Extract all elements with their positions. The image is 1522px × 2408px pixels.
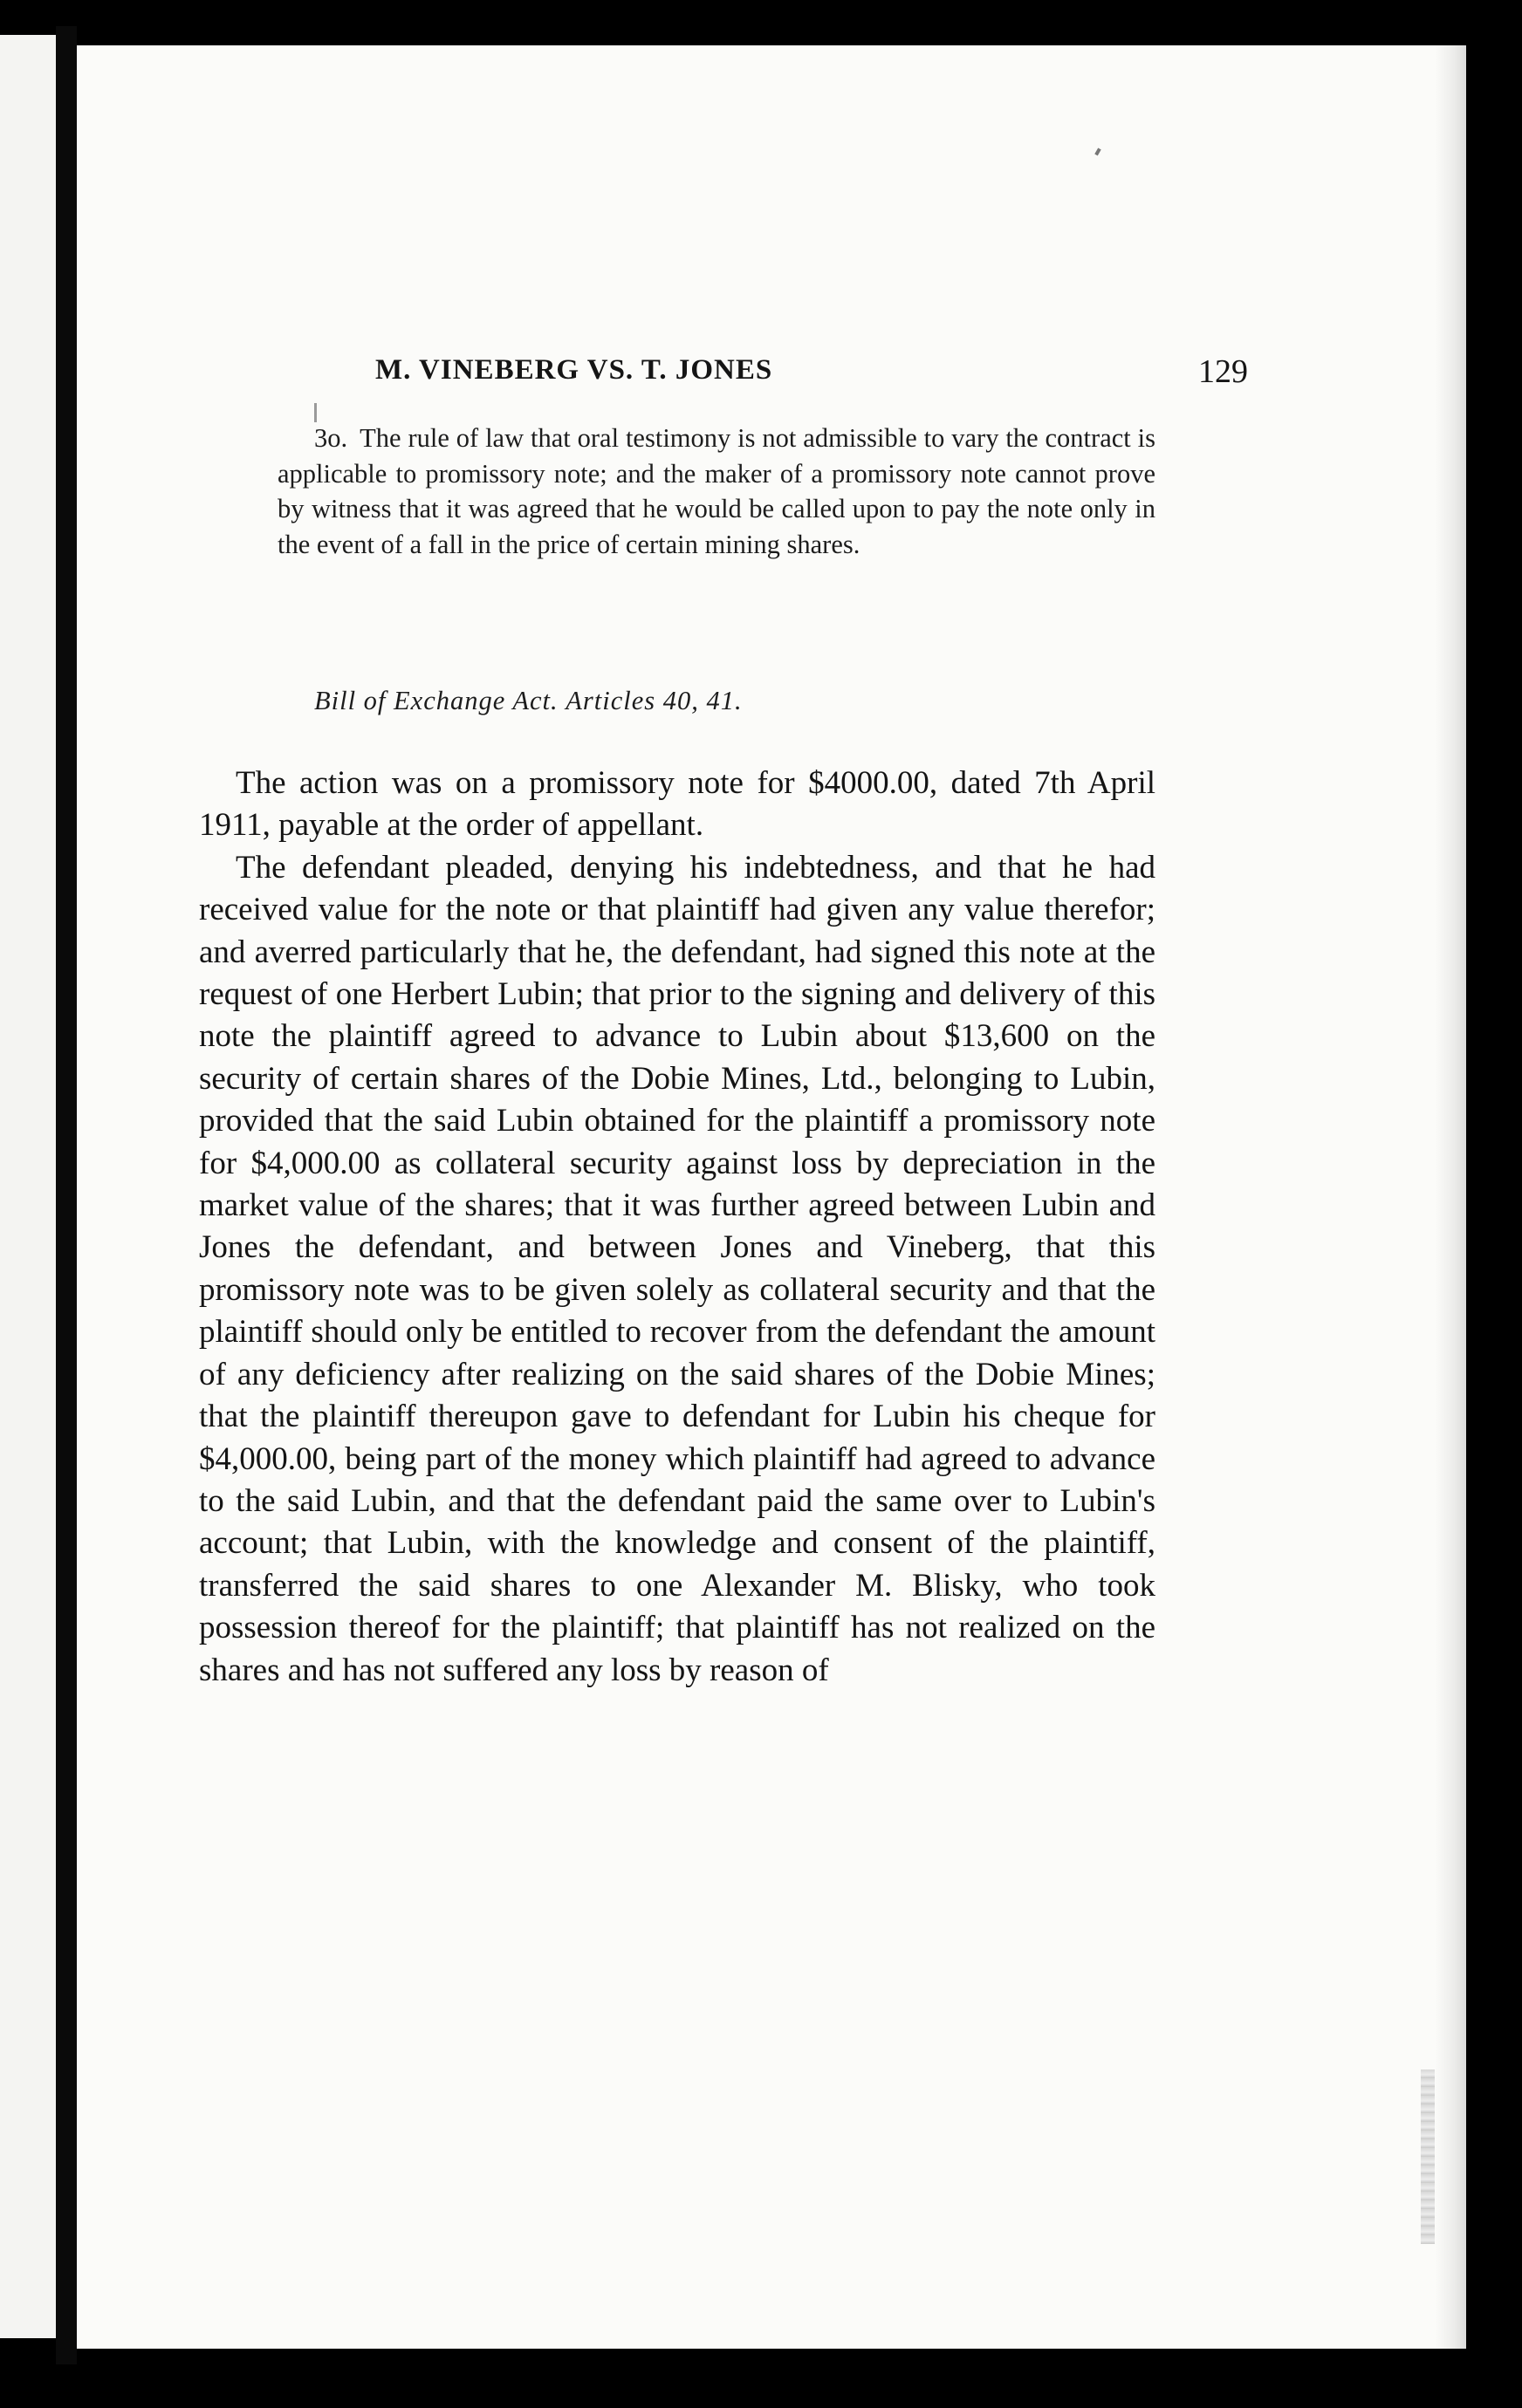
citation-articles: Articles 40, 41. [566, 686, 743, 715]
running-head [375, 354, 1248, 407]
citation-act: Bill of Exchange Act. [314, 686, 559, 715]
headnote-text: The rule of law that oral testimony is not admissible to vary the contract is applicable to promissory note; and the maker of a promissory note cannot prove by witness that it was agreed that he would be called upon to pay the note only in the event of a fall in the price of certain mining shares. [278, 423, 1155, 559]
headnote-paragraph [278, 421, 1155, 562]
page-number: 129 [1198, 353, 1248, 390]
headnote-citation [314, 686, 743, 716]
body-paragraph: The action was on a promissory note for $4000.00, dated 7th April 1911, payable at the order of appellant. [199, 765, 1155, 844]
headnote [278, 421, 1155, 562]
book-page [77, 45, 1466, 2349]
page-edge-shadow [1435, 45, 1466, 2349]
running-title: M. VINEBERG VS. T. JONES [375, 354, 773, 386]
body-paragraph: The defendant pleaded, denying his indebtedness, and that he had received value for the note or that plaintiff had given any value therefor; and averred particularly that he, the defendant, had signed this note at the request of one Herbert Lubin; that prior to the signing and delivery of this note the plaintiff agreed to advance to Lubin about $13,600 on the security of certain shares of the Dobie Mines, Ltd., belonging to Lubin, provided that the said Lubin obtained for the plaintiff a promissory note for $4,000.00 as collateral security against loss by depreciation in the market value of the shares; that it was further agreed between Lubin and Jones the defendant, and between Jones and Vineberg, that this promissory note was to be given solely as collateral security and that the plaintiff should only be entitled to recover from the defendant the amount of any deficiency after realizing on the said shares of the Dobie Mines; that the plaintiff thereupon gave to defendant for Lubin his cheque for $4,000.00, being part of the money which plaintiff had agreed to advance to the said Lubin, and that the defendant paid the same over to Lubin's account; that Lubin, with the knowledge and consent of the plaintiff, transferred the said shares to one Alexander M. Blisky, who took possession thereof for the plaintiff; that plaintiff has not realized on the shares and has not suffered any loss by reason of [199, 849, 1155, 1688]
book-gutter [56, 26, 77, 2364]
page-edge-wear [1421, 2069, 1435, 2244]
body-text [199, 763, 1155, 1692]
scan-speck [1094, 148, 1100, 156]
headnote-number: 3o. [314, 423, 348, 453]
margin-mark [314, 403, 317, 422]
facing-page-edge [0, 35, 56, 2338]
